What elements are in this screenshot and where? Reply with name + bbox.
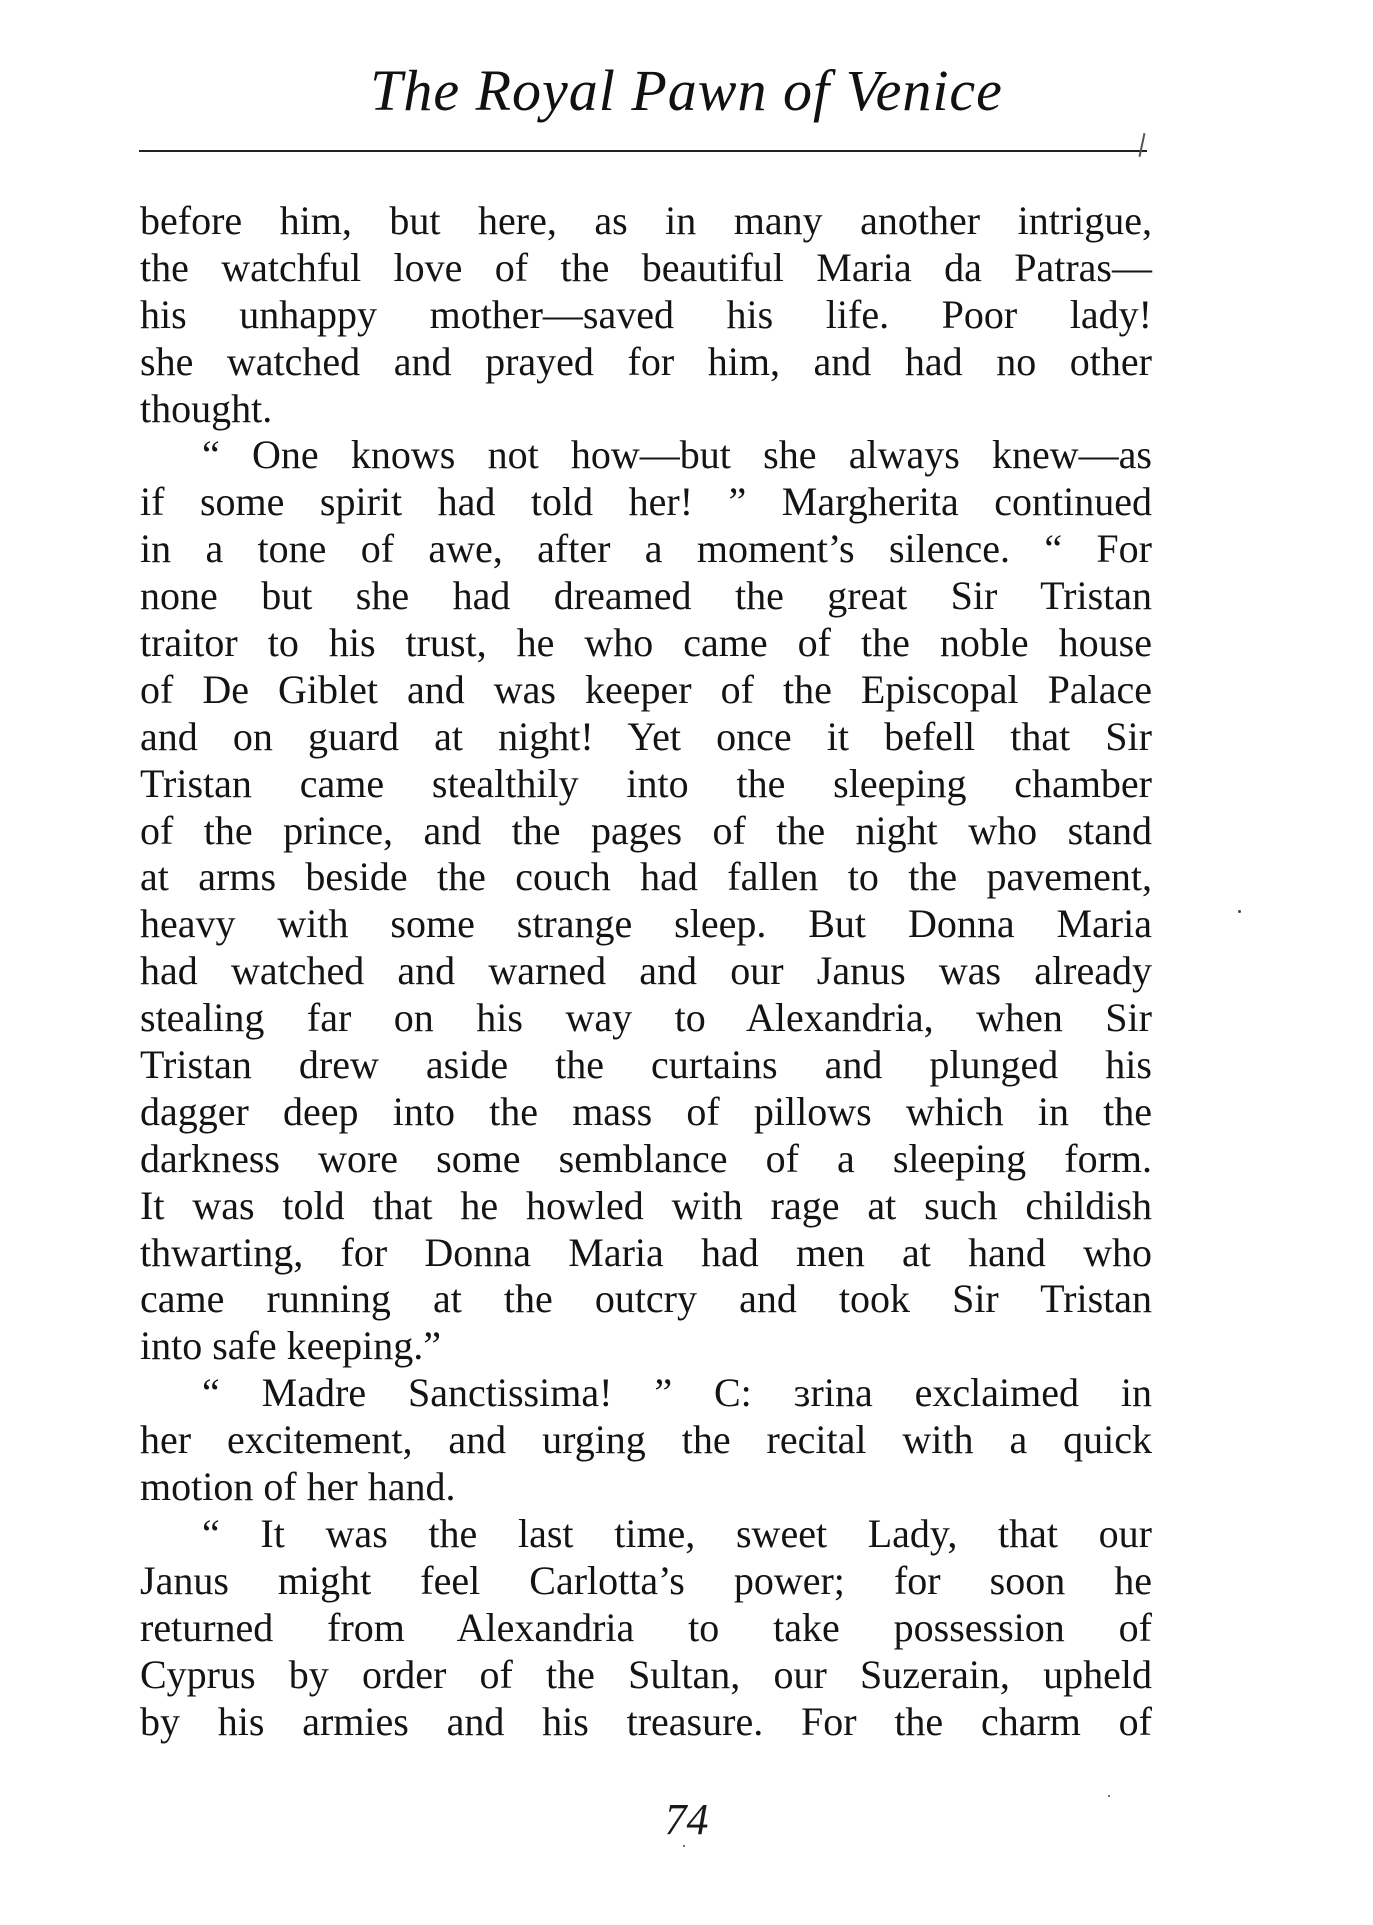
text-line: none but she had dreamed the great Sir Tristan <box>140 573 1152 619</box>
text-line: thwarting, for Donna Maria had men at hand who <box>140 1229 1152 1275</box>
header-rule <box>139 150 1147 152</box>
ink-speck <box>1108 1795 1110 1797</box>
ink-speck <box>1238 910 1241 913</box>
text-line: at arms beside the couch had fallen to the pavement, <box>140 854 1152 900</box>
text-line: in a tone of awe, after a moment’s silence. “ For <box>140 526 1152 572</box>
text-line: traitor to his trust, he who came of the noble house <box>140 620 1152 666</box>
text-line: motion of her hand. <box>140 1464 456 1510</box>
body-text <box>140 198 1152 1745</box>
text-line: before him, but here, as in many another intrigue, <box>140 198 1152 243</box>
text-line: of the prince, and the pages of the night who stand <box>140 807 1152 853</box>
text-line: Tristan came stealthily into the sleeping chamber <box>140 760 1152 806</box>
text-line: Cyprus by order of the Sultan, our Suzerain, upheld <box>140 1651 1152 1697</box>
text-line: into safe keeping.” <box>140 1323 441 1369</box>
header-rule-tick <box>1139 133 1146 157</box>
text-line: Tristan drew aside the curtains and plunged his <box>140 1042 1152 1088</box>
text-line: thought. <box>140 385 273 431</box>
text-line: stealing far on his way to Alexandria, when Sir <box>140 995 1152 1041</box>
text-line: she watched and prayed for him, and had no other <box>140 338 1152 384</box>
text-line: his unhappy mother—saved his life. Poor lady! <box>140 291 1152 337</box>
text-line: “ One knows not how—but she always knew—as <box>202 432 1152 478</box>
text-line: darkness wore some semblance of a sleeping form. <box>140 1135 1152 1181</box>
text-line: heavy with some strange sleep. But Donna Maria <box>140 901 1152 947</box>
text-line: by his armies and his treasure. For the charm of <box>140 1698 1152 1744</box>
text-line: dagger deep into the mass of pillows which in the <box>140 1088 1152 1134</box>
text-line: returned from Alexandria to take possession of <box>140 1604 1152 1650</box>
text-line: “ It was the last time, sweet Lady, that our <box>202 1510 1152 1556</box>
text-line: the watchful love of the beautiful Maria da Patras— <box>140 244 1152 290</box>
text-line: It was told that he howled with rage at such childish <box>140 1182 1152 1228</box>
text-line: her excitement, and urging the recital with a quick <box>140 1417 1152 1463</box>
text-line: had watched and warned and our Janus was already <box>140 948 1152 994</box>
text-line: and on guard at night! Yet once it befell that Sir <box>140 713 1152 759</box>
text-line: Janus might feel Carlotta’s power; for soon he <box>140 1557 1152 1603</box>
page-number: 74 <box>664 1795 709 1844</box>
text-line: came running at the outcry and took Sir Tristan <box>140 1276 1152 1322</box>
running-header-title: The Royal Pawn of Venice <box>370 58 1003 123</box>
text-line: if some spirit had told her! ” Margherita continued <box>140 479 1152 525</box>
text-line: of De Giblet and was keeper of the Episcopal Palace <box>140 666 1152 712</box>
text-line: “ Madre Sanctissima! ” C: ɜrina exclaimed in <box>202 1370 1152 1416</box>
ink-speck <box>683 1845 685 1847</box>
